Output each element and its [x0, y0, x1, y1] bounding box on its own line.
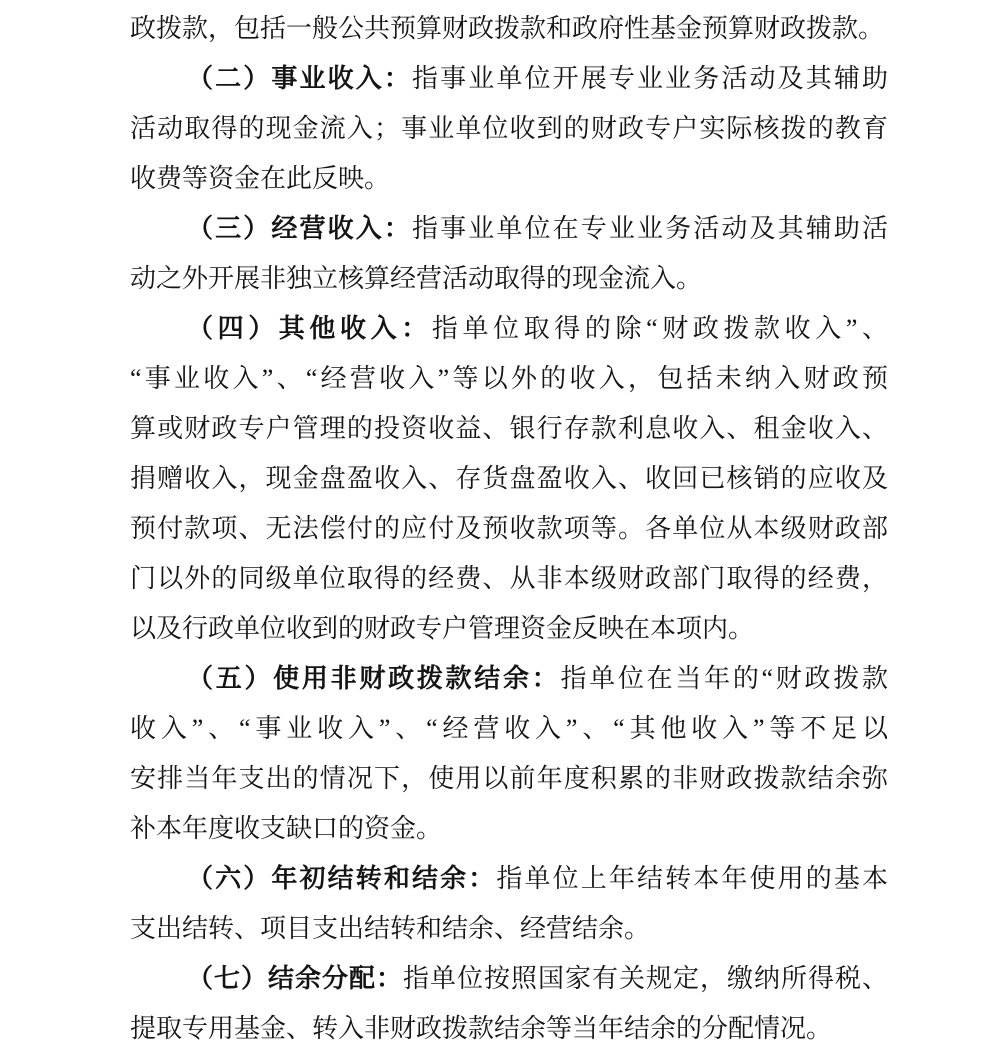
line-text: 指单位上年结转本年使用的基本	[496, 864, 888, 893]
text-line: 政拨款，包括一般公共预算财政拨款和政府性基金预算财政拨款。	[130, 14, 885, 43]
text-line: 捐赠收入，现金盘盈收入、存货盘盈收入、收回已核销的应收及	[130, 464, 888, 493]
text-line: 以及行政单位收到的财政专户管理资金反映在本项内。	[130, 614, 755, 643]
text-line: 算或财政专户管理的投资收益、银行存款利息收入、租金收入、	[130, 414, 888, 443]
text-line: 补本年度收支缺口的资金。	[130, 814, 443, 843]
text-line: 门以外的同级单位取得的经费、从非本级财政部门取得的经费，	[130, 564, 888, 593]
text-line	[130, 654, 888, 704]
text-line	[130, 304, 888, 354]
item-heading: （二）事业收入：	[187, 64, 412, 93]
line-text: 指事业单位开展专业业务活动及其辅助	[412, 64, 888, 93]
text-line	[130, 204, 888, 254]
item-heading: （三）经营收入：	[187, 214, 412, 243]
text-line: “事业收入”、“经营收入”等以外的收入，包括未纳入财政预	[130, 364, 888, 393]
text-line: 安排当年支出的情况下，使用以前年度积累的非财政拨款结余弥	[130, 764, 888, 793]
text-line	[130, 854, 888, 904]
text-line	[130, 954, 888, 1004]
text-line: 动之外开展非独立核算经营活动取得的现金流入。	[130, 264, 703, 293]
text-line: 支出结转、项目支出结转和结余、经营结余。	[130, 914, 651, 943]
line-text: 指单位取得的除“财政拨款收入”、	[431, 314, 888, 343]
text-line: 收费等资金在此反映。	[130, 164, 391, 193]
line-text: 指单位按照国家有关规定，缴纳所得税、	[403, 964, 888, 993]
line-text: 指事业单位在专业业务活动及其辅助活	[412, 214, 888, 243]
item-heading: （五）使用非财政拨款结余：	[187, 664, 561, 693]
item-heading: （七）结余分配：	[187, 964, 403, 993]
text-line: 提取专用基金、转入非财政拨款结余等当年结余的分配情况。	[130, 1014, 833, 1043]
text-line: 活动取得的现金流入；事业单位收到的财政专户实际核拨的教育	[130, 114, 888, 143]
item-heading: （六）年初结转和结余：	[187, 864, 497, 893]
line-text: 指单位在当年的“财政拨款	[560, 664, 888, 693]
text-line: 预付款项、无法偿付的应付及预收款项等。各单位从本级财政部	[130, 514, 888, 543]
item-heading: （四）其他收入：	[187, 314, 432, 343]
text-line: 收入”、“事业收入”、“经营收入”、“其他收入”等不足以	[130, 714, 888, 743]
text-line	[130, 54, 888, 104]
document-text-block	[130, 4, 888, 1054]
